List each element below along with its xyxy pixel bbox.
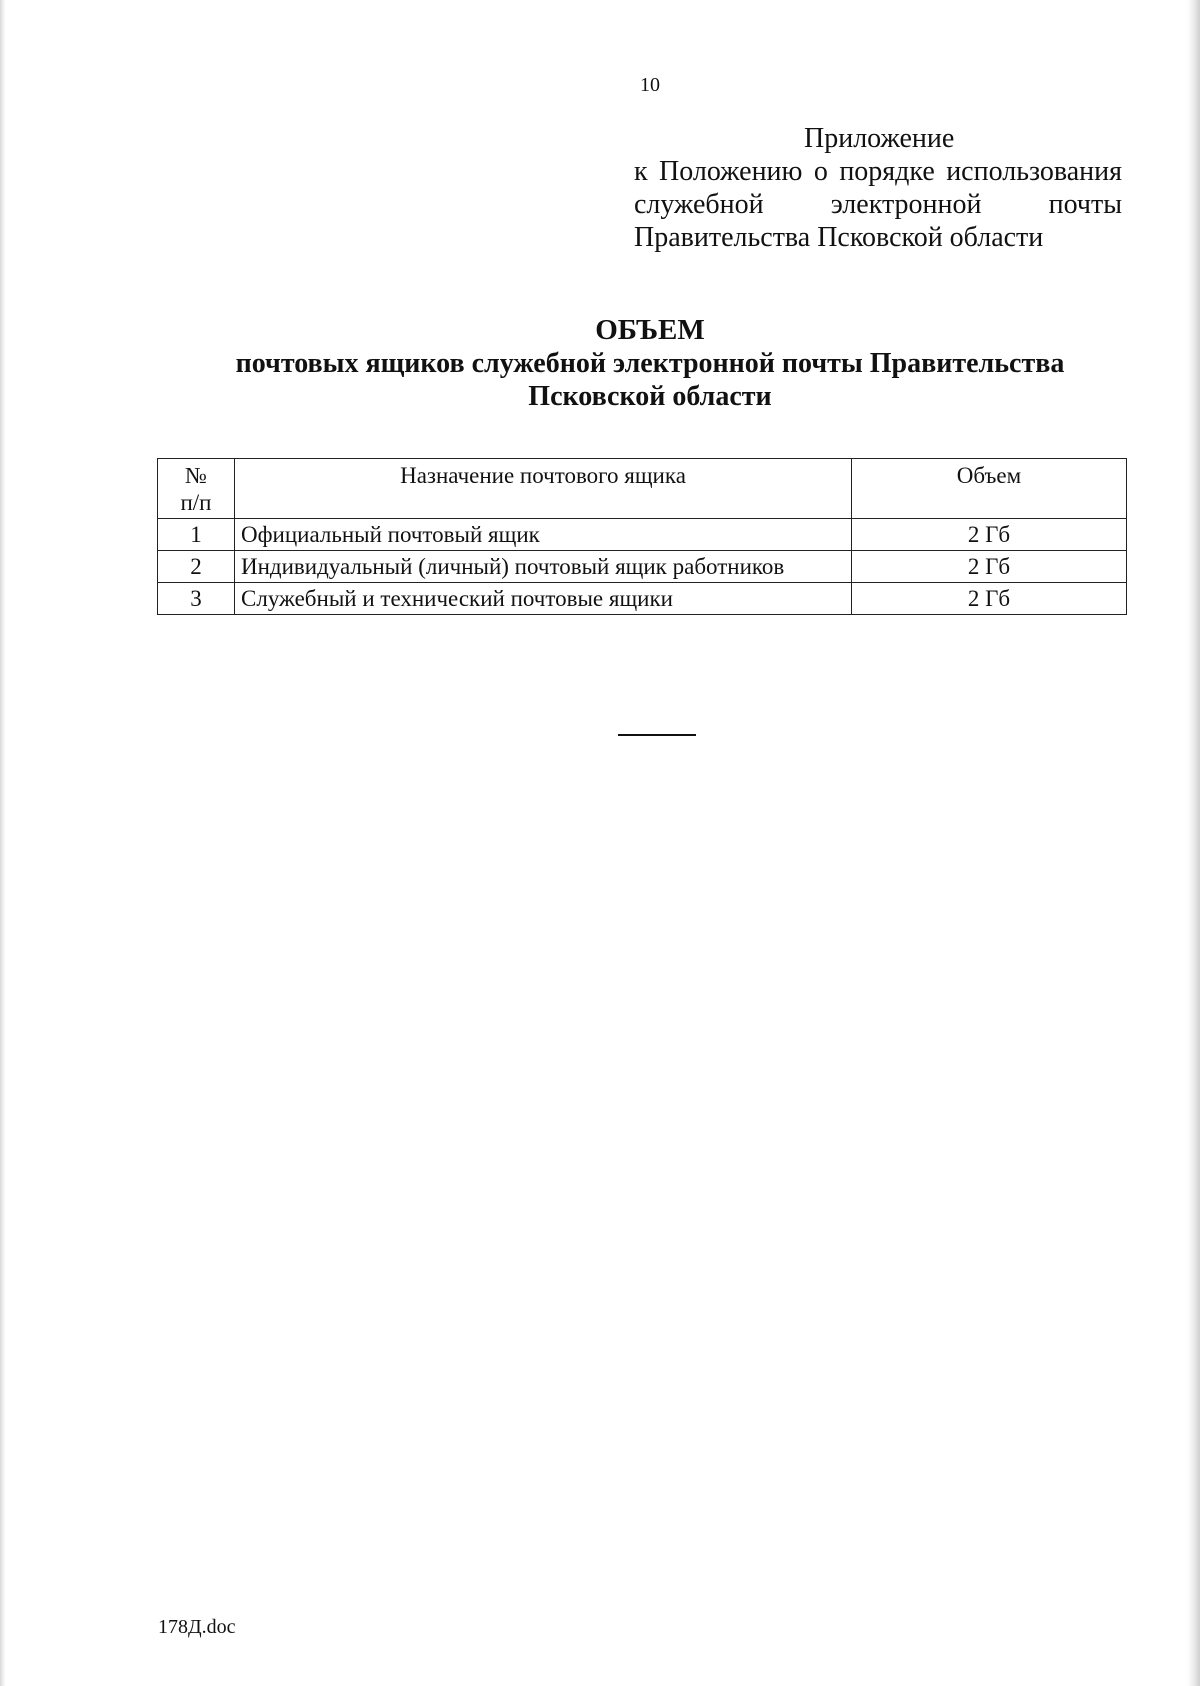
document-title-line2: Псковской области [528,381,772,412]
document-title-line1: почтовых ящиков служебной электронной почты Правительства [235,348,1065,379]
row-volume: 2 Гб [852,519,1127,551]
row-number: 1 [158,519,235,551]
row-number: 3 [158,583,235,615]
document-title [100,314,1200,413]
header-volume: Объем [852,459,1127,519]
appendix-block [634,122,1122,254]
page-number: 10 [640,74,660,96]
row-purpose: Служебный и технический почтовые ящики [235,583,852,615]
header-purpose: Назначение почтового ящика [235,459,852,519]
row-purpose: Индивидуальный (личный) почтовый ящик работников [235,551,852,583]
end-of-document-rule [618,734,696,736]
header-number [158,459,235,519]
row-purpose: Официальный почтовый ящик [235,519,852,551]
table-row [158,583,1127,615]
table-header-row [158,459,1127,519]
mailbox-volume-table [157,458,1127,615]
header-number-abbr: п/п [180,490,212,515]
scan-edge-left [0,0,6,1686]
appendix-text: к Положению о порядке использования служебной электронной почты Правительства Псковской области [634,156,1122,253]
header-number-symbol: № [185,463,207,488]
appendix-title: Приложение [804,123,955,154]
row-volume: 2 Гб [852,551,1127,583]
document-title-main: ОБЪЕМ [595,314,705,346]
scan-edge-right [1186,0,1200,1686]
table-row [158,519,1127,551]
row-volume: 2 Гб [852,583,1127,615]
row-number: 2 [158,551,235,583]
footer-filename: 178Д.doc [158,1616,236,1638]
table-row [158,551,1127,583]
